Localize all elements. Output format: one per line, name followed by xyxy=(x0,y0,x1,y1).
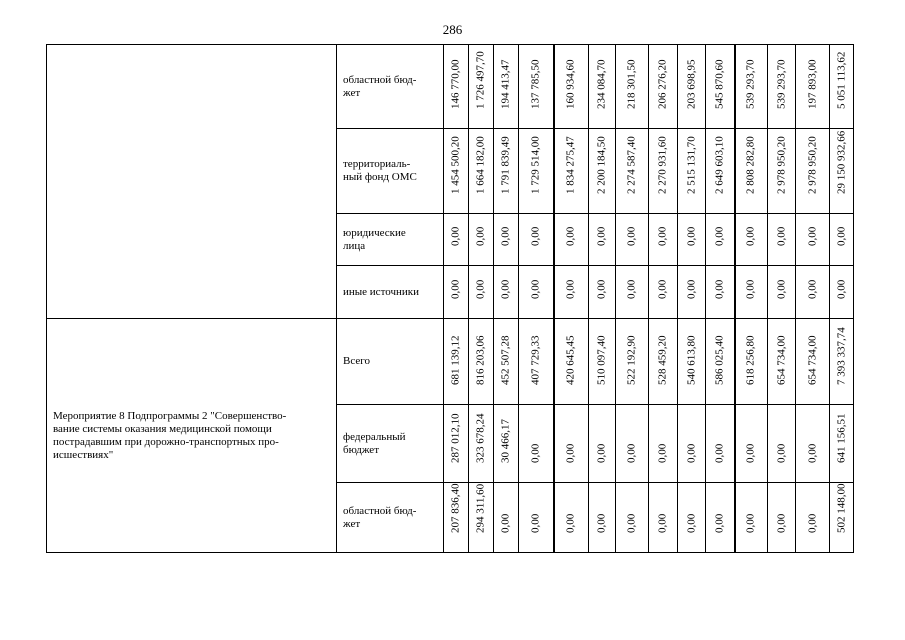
value-text: 2 515 131,70 xyxy=(685,136,697,194)
value-cell xyxy=(444,45,469,129)
value-cell xyxy=(519,266,554,319)
value-text: 2 808 282,80 xyxy=(744,136,757,194)
funding-source-cell: иные источники xyxy=(337,266,444,319)
funding-source-cell: территориаль- ный фонд ОМС xyxy=(337,129,444,214)
value-cell xyxy=(678,319,706,405)
value-text: 194 413,47 xyxy=(499,59,512,109)
value-text: 540 613,80 xyxy=(685,335,697,385)
value-text: 0,00 xyxy=(685,513,697,533)
value-text: 234 084,70 xyxy=(595,59,608,109)
value-cell xyxy=(519,214,554,266)
value-text: 1 729 514,00 xyxy=(529,136,542,194)
value-text: 0,00 xyxy=(835,279,847,299)
value-text: 0,00 xyxy=(499,513,512,533)
value-text: 1 834 275,47 xyxy=(564,136,577,194)
page-number: 286 xyxy=(442,22,463,37)
value-text: 0,00 xyxy=(625,226,638,246)
value-cell xyxy=(494,405,519,483)
value-cell xyxy=(649,483,678,553)
value-cell xyxy=(616,483,649,553)
value-cell xyxy=(444,319,469,405)
value-cell xyxy=(649,319,678,405)
value-text: 203 698,95 xyxy=(685,59,697,109)
value-cell xyxy=(735,319,768,405)
value-text: 618 256,80 xyxy=(744,335,757,385)
value-cell xyxy=(554,214,589,266)
value-cell xyxy=(678,266,706,319)
value-cell xyxy=(706,45,735,129)
value-text: 294 311,60 xyxy=(474,483,487,533)
value-cell xyxy=(554,266,589,319)
value-cell xyxy=(554,483,589,553)
value-text: 0,00 xyxy=(499,226,512,246)
value-text: 0,00 xyxy=(685,279,697,299)
value-text: 0,00 xyxy=(564,226,577,246)
budget-table xyxy=(46,44,854,553)
value-text: 528 459,20 xyxy=(656,335,669,385)
value-text: 0,00 xyxy=(595,443,608,463)
value-text: 0,00 xyxy=(656,279,669,299)
value-text: 0,00 xyxy=(775,443,787,463)
value-text: 522 192,90 xyxy=(625,335,638,385)
value-cell xyxy=(494,129,519,214)
funding-source-cell: федеральный бюджет xyxy=(337,405,444,483)
value-text: 1 454 500,20 xyxy=(449,136,462,194)
value-text: 0,00 xyxy=(835,226,847,246)
value-cell xyxy=(554,405,589,483)
value-text: 137 785,50 xyxy=(529,59,542,109)
value-text: 0,00 xyxy=(656,226,669,246)
value-cell xyxy=(735,483,768,553)
value-cell xyxy=(589,129,616,214)
value-cell xyxy=(768,266,796,319)
value-cell xyxy=(649,129,678,214)
value-text: 0,00 xyxy=(564,443,577,463)
value-cell xyxy=(768,129,796,214)
value-text: 2 270 931,60 xyxy=(656,136,669,194)
value-cell xyxy=(706,405,735,483)
value-cell xyxy=(469,214,494,266)
value-cell xyxy=(444,405,469,483)
value-text: 0,00 xyxy=(713,279,726,299)
value-text: 0,00 xyxy=(744,513,757,533)
value-cell xyxy=(830,405,854,483)
value-text: 207 836,40 xyxy=(449,483,462,533)
value-text: 0,00 xyxy=(656,513,669,533)
value-text: 197 893,00 xyxy=(806,59,818,109)
value-cell xyxy=(796,483,830,553)
value-text: 0,00 xyxy=(474,279,487,299)
value-cell xyxy=(735,45,768,129)
value-cell xyxy=(678,483,706,553)
value-cell xyxy=(768,214,796,266)
value-text: 0,00 xyxy=(806,513,818,533)
value-text: 0,00 xyxy=(744,279,757,299)
value-cell xyxy=(796,319,830,405)
value-cell xyxy=(830,214,854,266)
value-text: 510 097,40 xyxy=(595,335,608,385)
value-text: 502 148,00 xyxy=(835,483,847,533)
table-row xyxy=(47,319,854,405)
value-cell xyxy=(796,45,830,129)
value-text: 1 726 497,70 xyxy=(474,51,487,109)
value-cell xyxy=(678,214,706,266)
value-cell xyxy=(796,129,830,214)
value-text: 0,00 xyxy=(564,279,577,299)
value-text: 0,00 xyxy=(656,443,669,463)
value-text: 420 645,45 xyxy=(564,335,577,385)
value-text: 2 649 603,10 xyxy=(713,136,726,194)
value-text: 1 791 839,49 xyxy=(499,136,512,194)
value-cell xyxy=(469,45,494,129)
value-cell xyxy=(649,214,678,266)
value-cell xyxy=(649,45,678,129)
value-text: 654 734,00 xyxy=(775,335,787,385)
value-cell xyxy=(554,129,589,214)
value-cell xyxy=(706,266,735,319)
measure-description-cell xyxy=(47,45,337,319)
value-cell xyxy=(494,266,519,319)
value-cell xyxy=(494,319,519,405)
value-cell xyxy=(469,129,494,214)
value-cell xyxy=(589,319,616,405)
value-text: 5 051 113,62 xyxy=(835,51,847,109)
value-cell xyxy=(830,319,854,405)
value-cell xyxy=(678,405,706,483)
value-cell xyxy=(649,405,678,483)
table-row xyxy=(47,45,854,129)
value-cell xyxy=(830,45,854,129)
value-text: 0,00 xyxy=(499,279,512,299)
value-text: 681 139,12 xyxy=(449,335,462,385)
value-cell xyxy=(616,214,649,266)
value-text: 1 664 182,00 xyxy=(474,136,487,194)
value-cell xyxy=(796,266,830,319)
value-text: 641 156,51 xyxy=(835,413,847,463)
value-cell xyxy=(616,319,649,405)
value-text: 2 274 587,40 xyxy=(625,136,638,194)
value-text: 160 934,60 xyxy=(564,59,577,109)
value-cell xyxy=(706,129,735,214)
value-cell xyxy=(678,45,706,129)
value-text: 30 466,17 xyxy=(499,419,512,463)
value-cell xyxy=(616,405,649,483)
value-cell xyxy=(589,483,616,553)
value-text: 0,00 xyxy=(529,279,542,299)
value-cell xyxy=(554,319,589,405)
value-cell xyxy=(444,483,469,553)
value-cell xyxy=(830,266,854,319)
value-cell xyxy=(616,129,649,214)
value-text: 146 770,00 xyxy=(449,59,462,109)
value-text: 0,00 xyxy=(529,513,542,533)
value-cell xyxy=(589,45,616,129)
value-cell xyxy=(616,266,649,319)
value-cell xyxy=(768,45,796,129)
value-text: 0,00 xyxy=(595,279,608,299)
value-cell xyxy=(796,214,830,266)
value-cell xyxy=(469,405,494,483)
value-cell xyxy=(494,483,519,553)
value-cell xyxy=(735,266,768,319)
measure-description-cell: Мероприятие 8 Подпрограммы 2 "Совершенство- вание системы оказания медицинской помощи пострадавшим при дорожно-транспортных про- исшествиях" xyxy=(47,319,337,553)
value-text: 539 293,70 xyxy=(744,59,757,109)
value-text: 7 393 337,74 xyxy=(835,327,847,385)
value-text: 206 276,20 xyxy=(656,59,669,109)
value-text: 545 870,60 xyxy=(713,59,726,109)
value-cell xyxy=(519,45,554,129)
value-text: 218 301,50 xyxy=(625,59,638,109)
value-cell xyxy=(469,266,494,319)
value-cell xyxy=(649,266,678,319)
value-cell xyxy=(830,483,854,553)
value-text: 0,00 xyxy=(744,443,757,463)
value-text: 0,00 xyxy=(595,226,608,246)
value-text: 0,00 xyxy=(806,226,818,246)
value-text: 539 293,70 xyxy=(775,59,787,109)
value-cell xyxy=(706,483,735,553)
value-text: 0,00 xyxy=(564,513,577,533)
value-text: 0,00 xyxy=(713,513,726,533)
value-cell xyxy=(706,319,735,405)
value-cell xyxy=(519,319,554,405)
value-text: 0,00 xyxy=(625,443,638,463)
value-cell xyxy=(494,214,519,266)
value-text: 816 203,06 xyxy=(474,335,487,385)
value-text: 0,00 xyxy=(529,443,542,463)
value-text: 0,00 xyxy=(744,226,757,246)
value-text: 0,00 xyxy=(713,443,726,463)
value-text: 0,00 xyxy=(625,279,638,299)
value-cell xyxy=(494,45,519,129)
funding-source-cell: областной бюд- жет xyxy=(337,45,444,129)
value-cell xyxy=(589,266,616,319)
value-cell xyxy=(444,129,469,214)
funding-source-cell: областной бюд- жет xyxy=(337,483,444,553)
value-cell xyxy=(768,319,796,405)
value-cell xyxy=(444,214,469,266)
funding-source-cell: Всего xyxy=(337,319,444,405)
value-text: 0,00 xyxy=(449,226,462,246)
value-cell xyxy=(444,266,469,319)
value-cell xyxy=(830,129,854,214)
value-text: 0,00 xyxy=(713,226,726,246)
value-cell xyxy=(735,214,768,266)
value-text: 0,00 xyxy=(625,513,638,533)
value-text: 452 507,28 xyxy=(499,335,512,385)
value-cell xyxy=(589,214,616,266)
value-cell xyxy=(735,129,768,214)
value-text: 0,00 xyxy=(685,226,697,246)
value-cell xyxy=(589,405,616,483)
value-text: 0,00 xyxy=(685,443,697,463)
value-cell xyxy=(554,45,589,129)
value-cell xyxy=(735,405,768,483)
value-text: 2 978 950,20 xyxy=(806,136,818,194)
value-cell xyxy=(706,214,735,266)
value-cell xyxy=(519,483,554,553)
value-text: 0,00 xyxy=(449,279,462,299)
value-cell xyxy=(469,483,494,553)
value-text: 2 978 950,20 xyxy=(775,136,787,194)
value-cell xyxy=(796,405,830,483)
value-text: 29 150 932,66 xyxy=(835,130,847,194)
value-text: 287 012,10 xyxy=(449,413,462,463)
value-cell xyxy=(616,45,649,129)
value-cell xyxy=(519,129,554,214)
value-text: 0,00 xyxy=(775,226,787,246)
value-text: 0,00 xyxy=(529,226,542,246)
value-text: 0,00 xyxy=(595,513,608,533)
value-cell xyxy=(469,319,494,405)
value-cell xyxy=(768,483,796,553)
value-text: 0,00 xyxy=(806,443,818,463)
value-text: 0,00 xyxy=(775,513,787,533)
value-text: 0,00 xyxy=(806,279,818,299)
value-text: 407 729,33 xyxy=(529,335,542,385)
value-cell xyxy=(519,405,554,483)
value-text: 654 734,00 xyxy=(806,335,818,385)
value-text: 0,00 xyxy=(474,226,487,246)
value-text: 586 025,40 xyxy=(713,335,726,385)
value-text: 0,00 xyxy=(775,279,787,299)
value-cell xyxy=(768,405,796,483)
value-text: 2 200 184,50 xyxy=(595,136,608,194)
value-cell xyxy=(678,129,706,214)
funding-source-cell: юридические лица xyxy=(337,214,444,266)
value-text: 323 678,24 xyxy=(474,413,487,463)
